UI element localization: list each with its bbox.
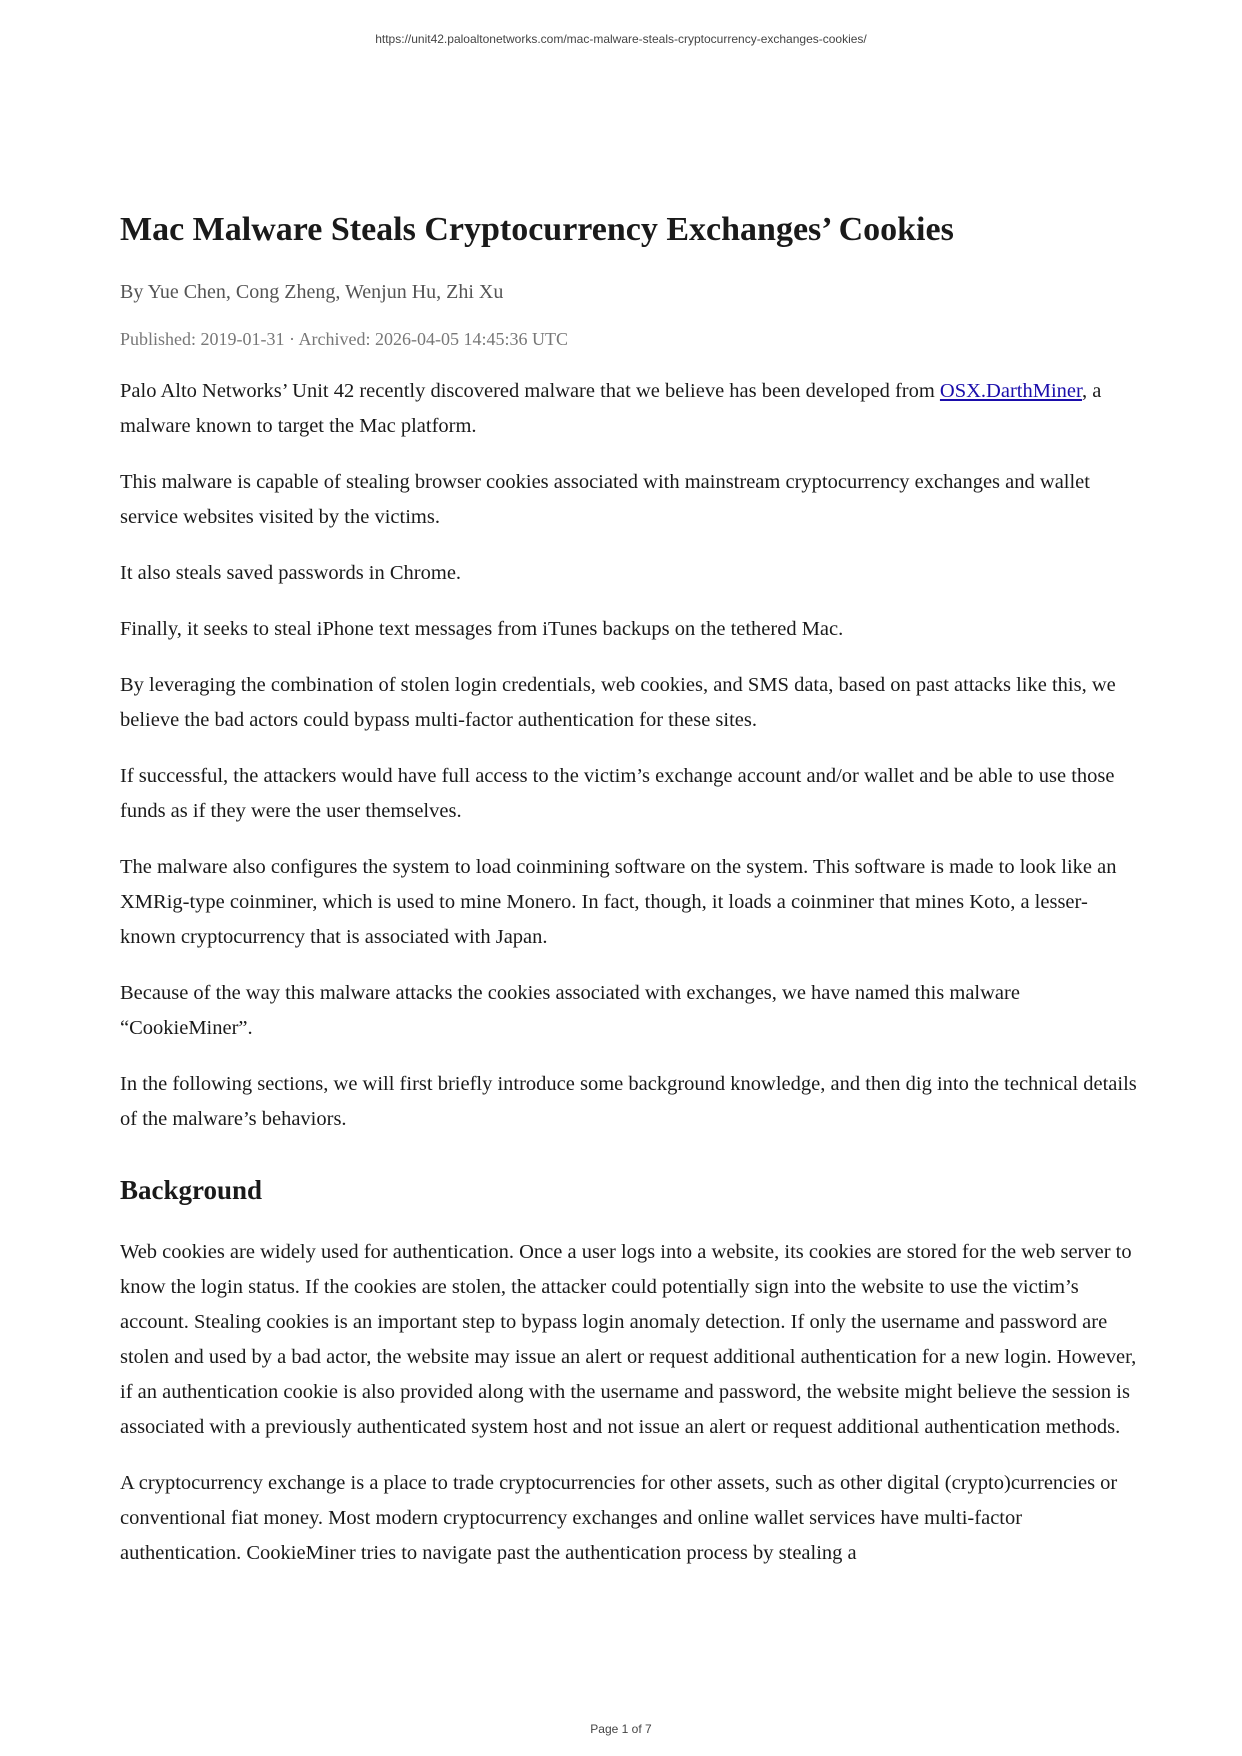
article-title: Mac Malware Steals Cryptocurrency Exchanges’ Cookies <box>120 211 954 248</box>
archived-date: Archived: 2026-04-05 14:45:36 UTC <box>298 329 568 349</box>
intro-text-before: Palo Alto Networks’ Unit 42 recently discovered malware that we believe has been developed from <box>120 380 940 402</box>
intro-text-after: , a malware known to target the Mac platform. <box>120 380 1102 437</box>
article-byline: By Yue Chen, Cong Zheng, Wenjun Hu, Zhi Xu <box>120 281 504 303</box>
page-url: https://unit42.paloaltonetworks.com/mac-malware-steals-cryptocurrency-exchanges-cookies/ <box>375 32 867 46</box>
meta-separator: · <box>284 329 299 349</box>
paragraph: Web cookies are widely used for authentication. Once a user logs into a website, its cookies are stored for the web server to know the login status. If the cookies are stolen, the attacker could potentially sign into the website to use the victim’s account. Stealing cookies is an important step to bypass login anomaly detection. If only the username and password are stolen and used by a bad actor, the website may issue an alert or request additional authentication for a new login. However, if an authentication cookie is also provided along with the username and password, the website might believe the session is associated with a previously authenticated system host and not issue an alert or request additional authentication methods. <box>120 1241 1137 1438</box>
paragraph: By leveraging the combination of stolen login credentials, web cookies, and SMS data, based on past attacks like this, we believe the bad actors could bypass multi-factor authentication for these sites. <box>120 674 1116 731</box>
article <box>120 210 1140 1592</box>
intro-paragraph <box>120 374 1140 444</box>
darthminer-link[interactable]: OSX.DarthMiner <box>939 380 1083 402</box>
paragraph: In the following sections, we will first briefly introduce some background knowledge, and then dig into the technical details of the malware’s behaviors. <box>120 1073 1137 1130</box>
article-meta <box>120 326 1140 352</box>
published-date: Published: 2019-01-31 <box>120 329 285 349</box>
article-body <box>120 374 1140 1571</box>
paragraph: A cryptocurrency exchange is a place to trade cryptocurrencies for other assets, such as other digital (crypto)currencies or conventional fiat money. Most modern cryptocurrency exchanges and online wallet services have multi-factor authentication. CookieMiner tries to navigate past the authentication process by stealing a <box>120 1472 1118 1564</box>
paragraph: This malware is capable of stealing browser cookies associated with mainstream cryptocurrency exchanges and wallet service websites visited by the victims. <box>120 471 1090 528</box>
paragraph: Finally, it seeks to steal iPhone text messages from iTunes backups on the tethered Mac. <box>120 618 844 640</box>
paragraph: The malware also configures the system to load coinmining software on the system. This software is made to look like an XMRig-type coinminer, which is used to mine Monero. In fact, though, it loads a coinminer that mines Koto, a lesser-known cryptocurrency that is associated with Japan. <box>120 856 1117 948</box>
paragraph: Because of the way this malware attacks the cookies associated with exchanges, we have named this malware “CookieMiner”. <box>120 982 1020 1039</box>
paragraph: If successful, the attackers would have full access to the victim’s exchange account and/or wallet and be able to use those funds as if they were the user themselves. <box>120 765 1115 822</box>
section-heading-background: Background <box>120 1175 263 1205</box>
page-number: Page 1 of 7 <box>590 1722 652 1736</box>
paragraph: It also steals saved passwords in Chrome. <box>120 562 462 584</box>
